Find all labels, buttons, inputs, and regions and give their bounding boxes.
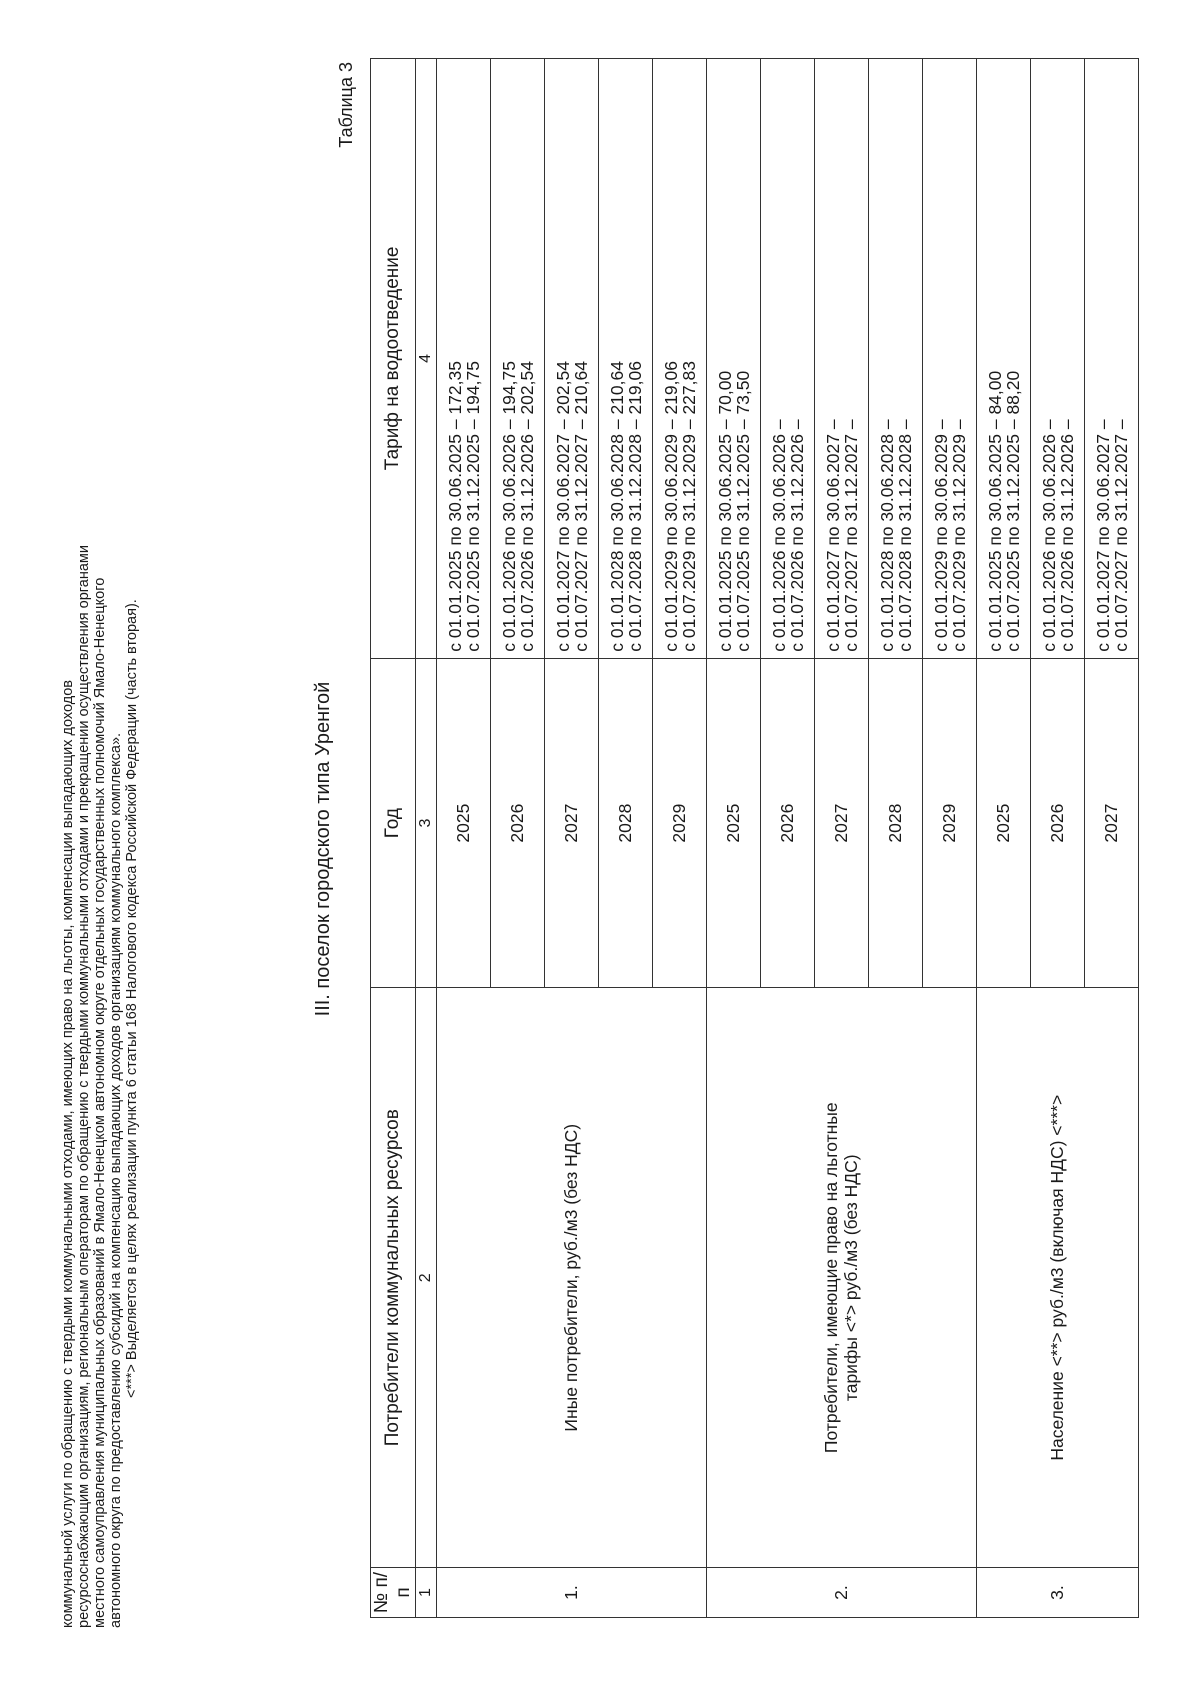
tariff-cell (1085, 59, 1139, 659)
consumer-category-label: Население <**> руб./м3 (включая НДС) <***> (1047, 1094, 1067, 1461)
year-cell: 2029 (653, 658, 707, 988)
tariff-period-line: с 01.01.2028 по 30.06.2028 – 210,64 (606, 361, 627, 652)
table-caption: Таблица 3 (336, 62, 356, 148)
table-row (707, 59, 761, 1618)
tariff-cell (761, 59, 815, 659)
consumer-category (707, 988, 977, 1568)
tariff-period-line: с 01.07.2025 по 31.12.2025 – 73,50 (732, 370, 753, 652)
year-cell: 2029 (923, 658, 977, 988)
footnote-vat: <***> Выделяется в целях реализации пункта 6 статьи 168 Налогового кодекса Российской Федерации (часть вторая). (124, 599, 140, 1398)
tariff-period-line: с 01.01.2027 по 30.06.2027 – (1092, 419, 1113, 652)
header-note-line-4: автономного округа по предоставлению субсидий на компенсацию выпадающих доходов организациям коммунального комплекса». (108, 732, 124, 1628)
tariff-period-line: с 01.07.2026 по 31.12.2026 – (786, 419, 807, 652)
tariff-period-line: с 01.01.2027 по 30.06.2027 – 202,54 (552, 361, 573, 652)
tariff-period-line: с 01.07.2028 по 31.12.2028 – 219,06 (624, 361, 645, 652)
tariff-period-line: с 01.01.2027 по 30.06.2027 – (822, 419, 843, 652)
column-header-num: № п/п (371, 1568, 416, 1618)
year-cell: 2025 (437, 658, 491, 988)
tariff-cell (977, 59, 1031, 659)
column-header-tariff: Тариф на водоотведение (371, 59, 416, 659)
tariff-period-line: с 01.01.2025 по 30.06.2025 – 70,00 (714, 370, 735, 652)
year-cell: 2025 (977, 658, 1031, 988)
column-number: 2 (416, 988, 437, 1568)
header-note-line-3: местного самоуправления муниципальных образований в Ямало-Ненецком автономном округе отдельных государственных полномочий Ямало-Ненецкого (92, 577, 108, 1628)
year-cell: 2027 (545, 658, 599, 988)
table-row (977, 59, 1031, 1618)
year-cell: 2026 (761, 658, 815, 988)
tariff-cell (815, 59, 869, 659)
year-cell: 2028 (599, 658, 653, 988)
tariff-period-line: с 01.07.2026 по 31.12.2026 – 202,54 (516, 361, 537, 652)
year-cell: 2027 (815, 658, 869, 988)
consumer-category (977, 988, 1139, 1568)
year-cell: 2026 (1031, 658, 1085, 988)
tariff-cell (923, 59, 977, 659)
tariff-cell (437, 59, 491, 659)
tariff-table (370, 58, 1139, 1618)
tariff-period-line: с 01.07.2025 по 31.12.2025 – 88,20 (1002, 370, 1023, 652)
tariff-cell (599, 59, 653, 659)
row-number: 2. (707, 1568, 977, 1618)
tariff-period-line: с 01.01.2028 по 30.06.2028 – (876, 419, 897, 652)
column-number: 1 (416, 1568, 437, 1618)
tariff-period-line: с 01.07.2027 по 31.12.2027 – (840, 419, 861, 652)
column-number: 3 (416, 658, 437, 988)
row-number: 3. (977, 1568, 1139, 1618)
tariff-cell (545, 59, 599, 659)
column-number: 4 (416, 59, 437, 659)
consumer-category (437, 988, 707, 1568)
tariff-period-line: с 01.01.2026 по 30.06.2026 – 194,75 (498, 361, 519, 652)
tariff-period-line: с 01.07.2026 по 31.12.2026 – (1056, 419, 1077, 652)
header-note-line-2: ресурсоснабжающим организациям, региональным операторам по обращению с твердыми коммунальными отходами и прекращении осуществления органами (76, 545, 92, 1628)
header-note-line-1: коммунальной услуги по обращению с твердыми коммунальными отходами, имеющих право на льготы, компенсации выпадающих доходов (60, 680, 76, 1628)
tariff-period-line: с 01.01.2025 по 30.06.2025 – 84,00 (984, 370, 1005, 652)
tariff-period-line: с 01.07.2029 по 31.12.2029 – 227,83 (678, 361, 699, 652)
section-title: III. поселок городского типа Уренгой (312, 681, 334, 1017)
row-number: 1. (437, 1568, 707, 1618)
tariff-cell (869, 59, 923, 659)
table-row (437, 59, 491, 1618)
tariff-period-line: с 01.01.2026 по 30.06.2026 – (1038, 419, 1059, 652)
column-header-year: Год (371, 658, 416, 988)
consumer-category-label: Иные потребители, руб./м3 (без НДС) (561, 1123, 581, 1432)
tariff-cell (491, 59, 545, 659)
tariff-period-line: с 01.07.2025 по 31.12.2025 – 194,75 (462, 361, 483, 652)
tariff-cell (1031, 59, 1085, 659)
tariff-period-line: с 01.07.2027 по 31.12.2027 – (1110, 419, 1131, 652)
year-cell: 2025 (707, 658, 761, 988)
tariff-period-line: с 01.01.2029 по 30.06.2029 – 219,06 (660, 361, 681, 652)
tariff-period-line: с 01.07.2027 по 31.12.2027 – 210,64 (570, 361, 591, 652)
tariff-period-line: с 01.01.2025 по 30.06.2025 – 172,35 (444, 361, 465, 652)
consumer-category-label: Потребители, имеющие право на льготные тарифы <*> руб./м3 (без НДС) (821, 1102, 861, 1454)
tariff-period-line: с 01.07.2028 по 31.12.2028 – (894, 419, 915, 652)
tariff-period-line: с 01.07.2029 по 31.12.2029 – (948, 419, 969, 652)
column-header-consumers: Потребители коммунальных ресурсов (371, 988, 416, 1568)
tariff-period-line: с 01.01.2029 по 30.06.2029 – (930, 419, 951, 652)
tariff-cell (707, 59, 761, 659)
tariff-period-line: с 01.01.2026 по 30.06.2026 – (768, 419, 789, 652)
year-cell: 2028 (869, 658, 923, 988)
year-cell: 2026 (491, 658, 545, 988)
year-cell: 2027 (1085, 658, 1139, 988)
tariff-table-body (437, 59, 1139, 1618)
tariff-cell (653, 59, 707, 659)
